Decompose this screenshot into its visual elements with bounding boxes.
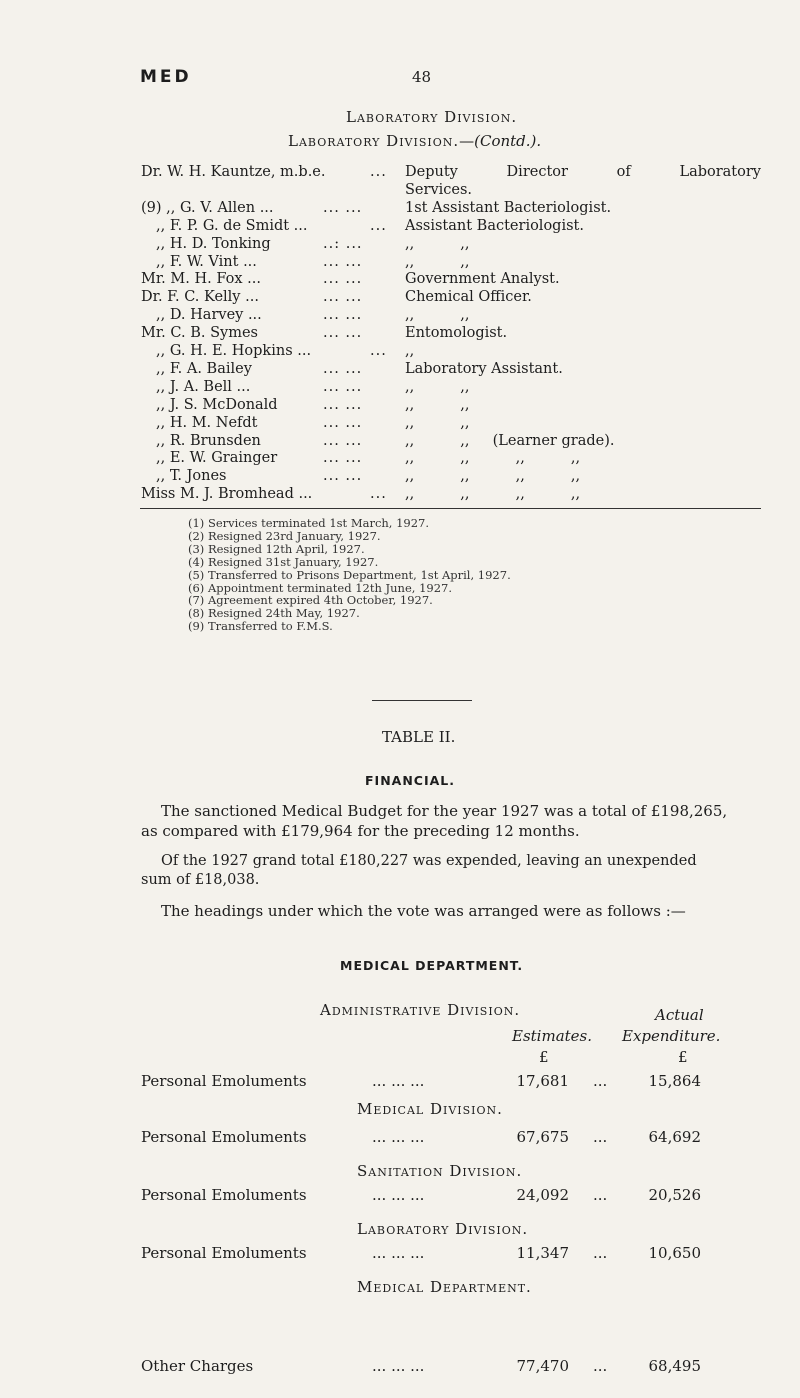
staff-name: Dr. F. C. Kelly ... — [141, 289, 259, 306]
staff-name: Mr. M. H. Fox ... — [141, 271, 261, 288]
division-heading: Medical Division. — [357, 1100, 503, 1118]
paragraph-3: The headings under which the vote was arranged were as follows :— — [161, 902, 686, 920]
staff-leader-dots: ... ... — [323, 271, 363, 288]
page-title: Laboratory Division. — [346, 108, 518, 126]
section-subtitle: Laboratory Division.—(Contd.). — [288, 132, 542, 150]
leader-dots: ... ... ... — [372, 1186, 425, 1204]
staff-role: Assistant Bacteriologist. — [405, 217, 584, 234]
staff-name: ,, H. M. Nefdt — [156, 414, 258, 431]
staff-leader-dots: ... — [370, 343, 387, 359]
leader-dots: ... — [593, 1072, 608, 1090]
leader-dots: ... — [593, 1128, 608, 1146]
row-label: Other Charges — [141, 1357, 254, 1375]
footnote: (1) Services terminated 1st March, 1927. — [188, 516, 430, 530]
page-number: 48 — [412, 68, 432, 86]
leader-dots: ... ... ... — [372, 1128, 425, 1146]
staff-name: ,, D. Harvey ... — [156, 307, 262, 324]
leader-dots: ... ... ... — [372, 1072, 425, 1090]
actual-value: 10,650 — [648, 1244, 701, 1262]
financial-heading: FINANCIAL. — [365, 773, 455, 788]
row-label: Personal Emoluments — [141, 1072, 307, 1090]
staff-name: ,, G. H. E. Hopkins ... — [156, 343, 312, 359]
staff-role: ,, ,, — [405, 253, 470, 270]
paragraph-2-line-1: Of the 1927 grand total £180,227 was expended, leaving an unexpended — [161, 853, 697, 869]
staff-leader-dots: ... — [370, 217, 387, 234]
staff-leader-dots: ... — [370, 486, 387, 503]
actual-currency: £ — [678, 1048, 688, 1066]
staff-leader-dots: ... ... — [323, 253, 363, 270]
leader-dots: ... — [593, 1186, 608, 1204]
actual-heading-line-1: Actual — [655, 1006, 704, 1024]
staff-name: ,, T. Jones — [156, 468, 227, 485]
staff-name: ,, J. A. Bell ... — [156, 378, 251, 395]
table-title: TABLE II. — [382, 728, 456, 746]
staff-name: ,, R. Brunsden — [156, 432, 261, 449]
footnote: (6) Appointment terminated 12th June, 1927. — [188, 580, 452, 595]
division-heading: Medical Department. — [357, 1278, 532, 1296]
staff-name: ,, F. P. G. de Smidt ... — [156, 217, 308, 234]
staff-role: ,, — [405, 343, 415, 359]
staff-name: Mr. C. B. Symes — [141, 325, 258, 342]
staff-role: ,, ,, — [405, 307, 470, 324]
staff-role: Deputy Director of Laboratory — [405, 164, 761, 180]
footnote: (7) Agreement expired 4th October, 1927. — [188, 593, 433, 608]
staff-role: ,, ,, — [405, 396, 470, 413]
staff-name: (9) ,, G. V. Allen ... — [141, 199, 274, 216]
actual-value: 64,692 — [648, 1128, 701, 1146]
actual-value: 68,495 — [648, 1357, 701, 1375]
division-heading: Sanitation Division. — [357, 1162, 523, 1180]
division-heading: Laboratory Division. — [357, 1220, 529, 1238]
footnote: (3) Resigned 12th April, 1927. — [188, 541, 365, 556]
staff-role: ,, ,, — [405, 414, 470, 431]
paragraph-1-line-1: The sanctioned Medical Budget for the year 1927 was a total of £198,265, — [161, 802, 728, 820]
staff-role: ,, ,, ,, ,, — [405, 486, 581, 503]
staff-name: ,, J. S. McDonald — [156, 396, 278, 413]
staff-name: ,, F. A. Bailey — [156, 360, 252, 377]
staff-leader-dots: ... ... — [323, 414, 363, 431]
staff-leader-dots: ... ... — [323, 199, 363, 216]
staff-role: ,, ,, ,, ,, — [405, 468, 581, 485]
staff-name: ,, F. W. Vint ... — [156, 253, 257, 270]
staff-role: ,, ,, ,, ,, — [405, 450, 581, 467]
estimates-value: 24,092 — [516, 1186, 569, 1204]
staff-role: 1st Assistant Bacteriologist. — [405, 199, 612, 216]
staff-leader-dots: ..: ... — [323, 235, 363, 252]
staff-leader-dots: ... ... — [323, 468, 363, 485]
paragraph-1-line-2: as compared with £179,964 for the preceding 12 months. — [141, 822, 580, 840]
estimates-currency: £ — [539, 1048, 549, 1066]
staff-role: Government Analyst. — [405, 271, 560, 288]
leader-dots: ... ... ... — [372, 1244, 425, 1262]
footnote: (8) Resigned 24th May, 1927. — [188, 606, 360, 621]
running-header: MED — [140, 67, 192, 87]
footnote: (2) Resigned 23rd January, 1927. — [188, 528, 381, 543]
staff-leader-dots: ... ... — [323, 289, 363, 306]
estimates-value: 11,347 — [516, 1244, 569, 1262]
row-label: Personal Emoluments — [141, 1244, 307, 1262]
staff-leader-dots: ... ... — [323, 307, 363, 324]
staff-role: Chemical Officer. — [405, 289, 532, 306]
staff-leader-dots: ... ... — [323, 396, 363, 413]
staff-role: ,, ,, — [405, 378, 470, 395]
staff-name: ,, E. W. Grainger — [156, 450, 278, 467]
footnote: (5) Transferred to Prisons Department, 1st April, 1927. — [188, 567, 511, 582]
staff-role: Entomologist. — [405, 325, 508, 342]
medical-department-heading: MEDICAL DEPARTMENT. — [340, 958, 524, 973]
estimates-value: 17,681 — [516, 1072, 569, 1090]
staff-leader-dots: ... ... — [323, 360, 363, 377]
short-rule — [372, 700, 472, 701]
staff-name: Dr. W. H. Kauntze, m.b.e. — [141, 164, 326, 180]
leader-dots: ... — [593, 1244, 608, 1262]
estimates-value: 67,675 — [516, 1128, 569, 1146]
divider-rule — [140, 508, 761, 509]
subtitle-contd: (Contd.). — [474, 132, 542, 150]
actual-value: 20,526 — [648, 1186, 701, 1204]
estimates-value: 77,470 — [516, 1357, 569, 1375]
row-label: Personal Emoluments — [141, 1186, 307, 1204]
actual-value: 15,864 — [648, 1072, 701, 1090]
staff-leader-dots: ... ... — [323, 450, 363, 467]
division-heading: Administrative Division. — [320, 1001, 521, 1019]
subtitle-text: Laboratory Division. — [288, 132, 460, 150]
leader-dots: ... ... ... — [372, 1357, 425, 1375]
staff-role: ,, ,, — [405, 235, 470, 252]
leader-dots: ... — [593, 1357, 608, 1375]
staff-leader-dots: ... ... — [323, 378, 363, 395]
staff-leader-dots: ... ... — [323, 325, 363, 342]
staff-name: ,, H. D. Tonking — [156, 235, 271, 252]
row-label: Personal Emoluments — [141, 1128, 307, 1146]
staff-role: ,, ,, (Learner grade). — [405, 432, 615, 449]
paragraph-2-line-2: sum of £18,038. — [141, 872, 260, 888]
actual-heading-line-2: Expenditure. — [622, 1027, 721, 1045]
staff-role: Services. — [405, 181, 473, 198]
staff-leader-dots: ... ... — [323, 432, 363, 449]
footnote: (9) Transferred to F.M.S. — [188, 619, 333, 634]
staff-name: Miss M. J. Bromhead ... — [141, 486, 313, 503]
staff-role: Laboratory Assistant. — [405, 360, 563, 377]
estimates-heading: Estimates. — [512, 1027, 593, 1045]
footnote: (4) Resigned 31st January, 1927. — [188, 554, 379, 569]
staff-leader-dots: ... — [370, 164, 387, 180]
